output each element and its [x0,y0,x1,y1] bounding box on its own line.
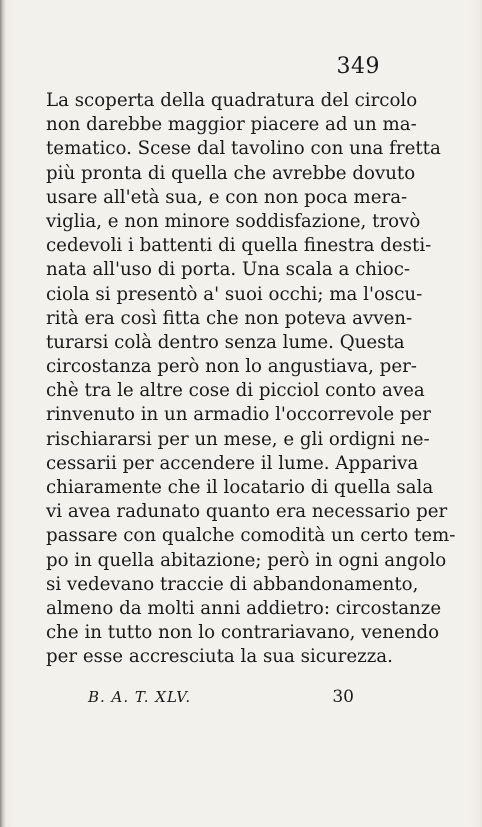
text-line: rità era così fitta che non poteva avven- [46,307,413,329]
text-line: non darebbe maggior piacere ad un ma- [46,114,417,136]
page-binding-edge [0,0,6,827]
text-line: circostanza però non lo angustiava, per- [46,356,417,378]
text-line: chè tra le altre cose di picciol conto avea [46,380,425,402]
text-line: po in quella abitazione; però in ogni angolo [46,549,447,571]
page-number: 349 [336,54,380,79]
text-line: che in tutto non lo contrariavano, venendo [46,622,440,644]
text-line: ciola si presentò a' suoi occhi; ma l'oscu- [46,283,423,305]
text-line: cessarii per accendere il lume. Appariva [46,452,419,474]
text-line: per esse accresciuta la sua sicurezza. [46,646,393,668]
text-line: rischiararsi per un mese, e gli ordigni ne- [46,428,430,450]
text-line: più pronta di quella che avrebbe dovuto [46,162,416,184]
text-line: viglia, e non minore soddisfazione, trovò [46,210,421,232]
text-line: turarsi colà dentro senza lume. Questa [46,331,405,353]
text-line: usare all'età sua, e con non poca mera- [46,186,408,208]
text-line: chiaramente che il locatario di quella sala [46,477,434,498]
page-footer [88,685,388,709]
text-line: nata all'uso di porta. Una scala a chioc- [46,259,411,281]
text-line: cedevoli i battenti di quella finestra desti- [46,235,432,257]
text-line: vi avea radunato quanto era necessario per [46,501,448,523]
text-line: si vedevano traccie di abbandonamento, [46,573,419,595]
body-text [46,89,456,670]
text-line: La scoperta della quadratura del circolo [46,90,418,111]
printer-signature-mark: B. A. T. XLV. [88,688,192,706]
text-line: passare con qualche comodità un certo tem- [46,525,456,547]
text-line: tematico. Scese dal tavolino con una fretta [46,138,441,160]
text-line: almeno da molti anni addietro: circostanze [46,597,442,619]
sheet-number: 30 [332,687,354,707]
text-line: rinvenuto in un armadio l'occorrevole per [46,404,431,426]
